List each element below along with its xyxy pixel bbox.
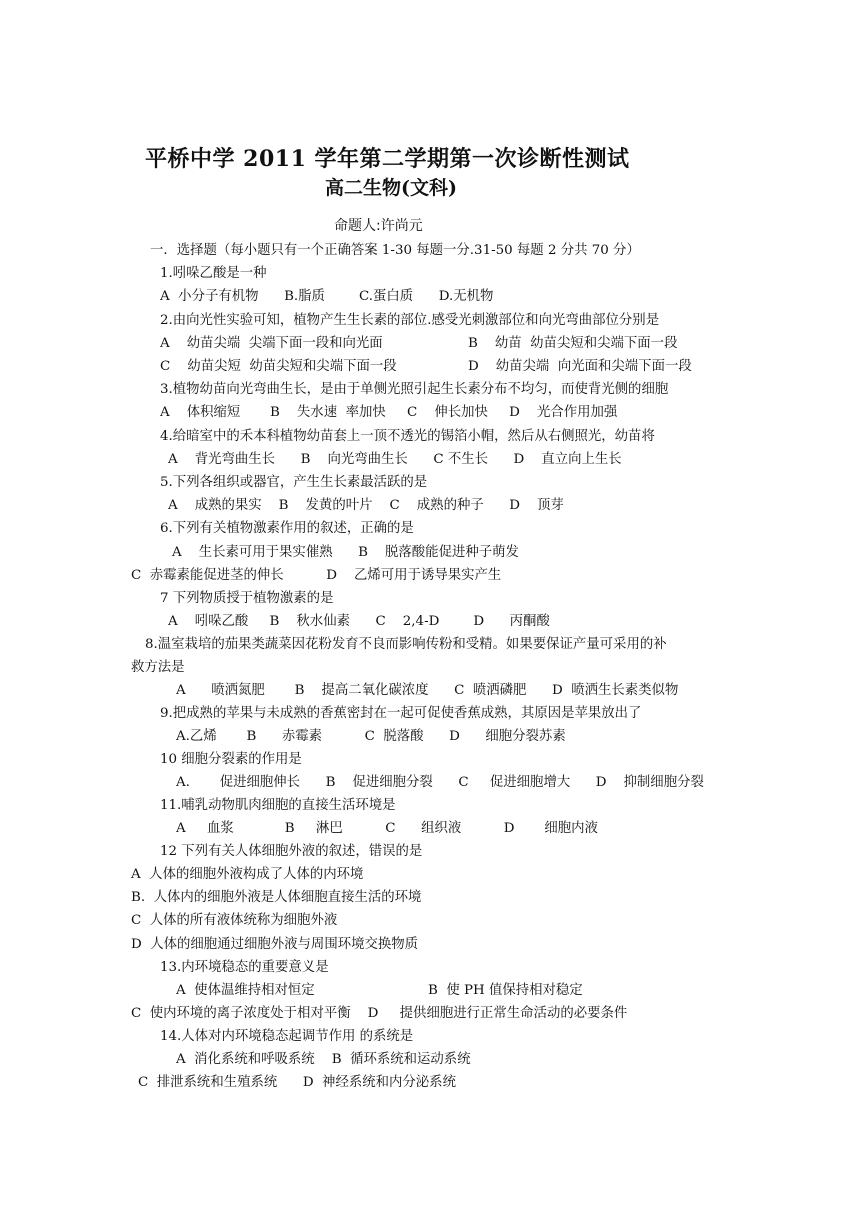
question-text: 8.温室栽培的茄果类蔬菜因花粉发育不良而影响传粉和受精。如果要保证产量可采用的补 bbox=[145, 637, 667, 652]
question-text: 13.内环境稳态的重要意义是 bbox=[160, 960, 329, 975]
question-option: A 背光弯曲生长 B 向光弯曲生长 C 不生长 D 直立向上生长 bbox=[168, 452, 622, 467]
question-option: C 排泄系统和生殖系统 D 神经系统和内分泌系统 bbox=[138, 1075, 456, 1090]
question-option: D 人体的细胞通过细胞外液与周围环境交换物质 bbox=[131, 937, 419, 952]
question-option: A.乙烯 B 赤霉素 C 脱落酸 D 细胞分裂苏素 bbox=[176, 729, 566, 744]
question-option: A 成熟的果实 B 发黄的叶片 C 成熟的种子 D 顶芽 bbox=[168, 498, 564, 513]
question-text: 救方法是 bbox=[131, 660, 185, 675]
question-text: 11.哺乳动物肌肉细胞的直接生活环境是 bbox=[160, 798, 396, 813]
question-option: B. 人体内的细胞外液是人体细胞直接生活的环境 bbox=[131, 890, 422, 905]
question-text: 一．选择题（每小题只有一个正确答案 1-30 每题一分.31-50 每题 2 分共 70 分） bbox=[150, 243, 640, 258]
question-text: 5.下列各组织或器官，产生生长素最活跃的是 bbox=[160, 475, 428, 490]
question-option: A 消化系统和呼吸系统 B 循环系统和运动系统 bbox=[176, 1052, 471, 1067]
exam-title: 平桥中学 2011 学年第二学期第一次诊断性测试 bbox=[145, 146, 630, 172]
question-text: 6.下列有关植物激素作用的叙述，正确的是 bbox=[160, 521, 414, 536]
question-option: A. 促进细胞伸长 B 促进细胞分裂 C 促进细胞增大 D 抑制细胞分裂 bbox=[176, 775, 704, 790]
question-option: A 幼苗尖端 尖端下面一段和向光面 bbox=[160, 336, 383, 351]
question-text: 3.植物幼苗向光弯曲生长，是由于单侧光照引起生长素分布不均匀，而使背光侧的细胞 bbox=[160, 382, 669, 397]
question-option: B 幼苗 幼苗尖短和尖端下面一段 bbox=[468, 336, 678, 351]
question-text: 12 下列有关人体细胞外液的叙述，错误的是 bbox=[160, 844, 423, 859]
question-option: A 喷洒氮肥 B 提高二氧化碳浓度 C 喷洒磷肥 D 喷洒生长素类似物 bbox=[176, 683, 679, 698]
exam-subtitle: 高二生物(文科) bbox=[325, 177, 457, 199]
exam-author: 命题人:许尚元 bbox=[334, 218, 423, 234]
question-text: 1.吲哚乙酸是一种 bbox=[160, 266, 267, 281]
question-option: A 吲哚乙酸 B 秋水仙素 C 2,4-D D 丙酮酸 bbox=[168, 614, 550, 629]
question-text: 10 细胞分裂素的作用是 bbox=[160, 752, 302, 767]
question-option: A 体积缩短 B 失水速 率加快 C 伸长加快 D 光合作用加强 bbox=[160, 405, 618, 420]
question-option: A 使体温维持相对恒定 bbox=[176, 983, 315, 998]
question-option: A 生长素可用于果实催熟 B 脱落酸能促进种子萌发 bbox=[172, 545, 519, 560]
question-option: C 幼苗尖短 幼苗尖短和尖端下面一段 bbox=[160, 359, 397, 374]
question-option: D 幼苗尖端 向光面和尖端下面一段 bbox=[468, 359, 692, 374]
question-option: A 人体的细胞外液构成了人体的内环境 bbox=[131, 867, 364, 882]
question-text: 4.给暗室中的禾本科植物幼苗套上一顶不透光的锡箔小帽，然后从右侧照光，幼苗将 bbox=[160, 429, 655, 444]
question-option: C 使内环境的离子浓度处于相对平衡 D 提供细胞进行正常生命活动的必要条件 bbox=[131, 1006, 628, 1021]
question-option: B 使 PH 值保持相对稳定 bbox=[428, 983, 583, 998]
question-option: C 人体的所有液体统称为细胞外液 bbox=[131, 913, 338, 928]
question-option: A 血浆 B 淋巴 C 组织液 D 细胞内液 bbox=[176, 821, 598, 836]
question-text: 2.由向光性实验可知，植物产生生长素的部位.感受光刺激部位和向光弯曲部位分别是 bbox=[160, 313, 660, 328]
question-option: A 小分子有机物 B.脂质 C.蛋白质 D.无机物 bbox=[160, 289, 494, 304]
question-option: C 赤霉素能促进茎的伸长 D 乙烯可用于诱导果实产生 bbox=[131, 568, 502, 583]
question-text: 9.把成熟的苹果与未成熟的香蕉密封在一起可促使香蕉成熟，其原因是苹果放出了 bbox=[160, 706, 642, 721]
question-text: 14.人体对内环境稳态起调节作用 的系统是 bbox=[160, 1029, 414, 1044]
question-text: 7 下列物质授于植物激素的是 bbox=[160, 591, 334, 606]
